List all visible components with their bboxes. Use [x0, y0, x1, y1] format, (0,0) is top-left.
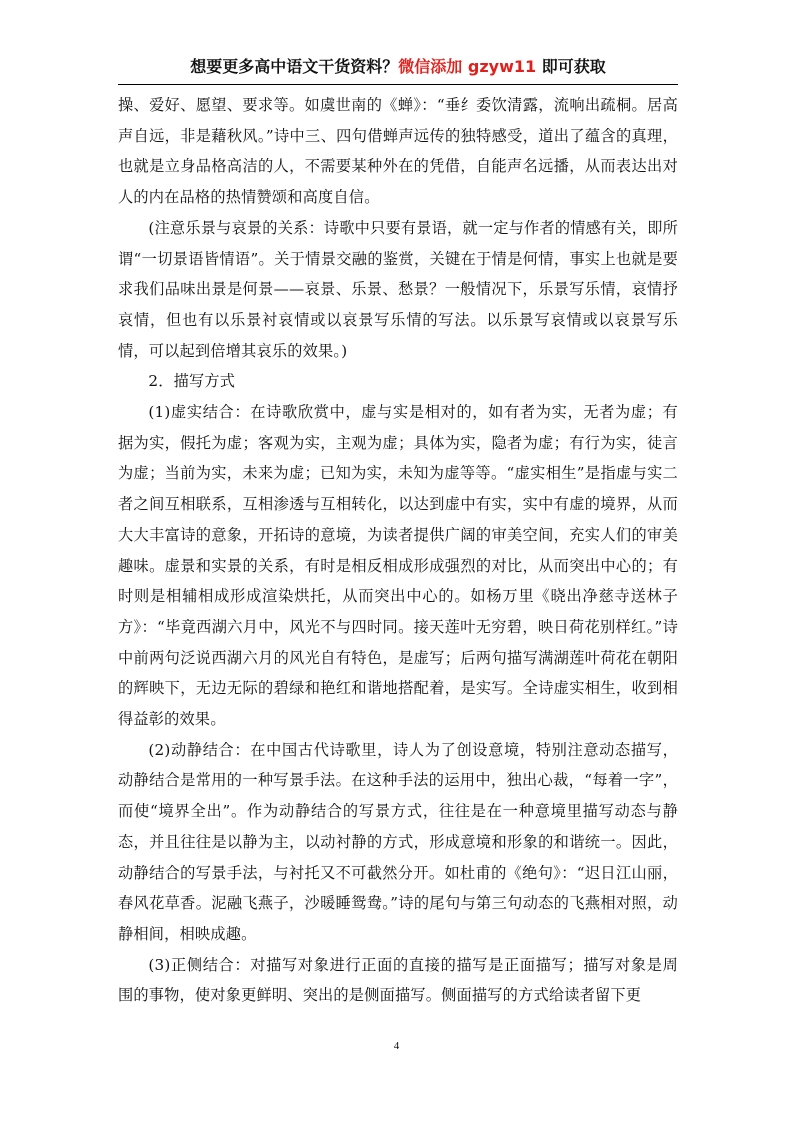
header-wechat-highlight: 微信添加 gzyw11 [398, 57, 542, 76]
header-divider [118, 84, 678, 85]
header-text: 想要更多高中语文干货资料？ [190, 57, 399, 76]
paragraph-note: (注意乐景与哀景的关系：诗歌中只要有景语，就一定与作者的情感有关，即所谓“一切景语皆情语”。关于情景交融的鉴赏，关键在于情是何情，事实上也就是要求我们品味出景是何景——哀景、乐景、愁景？一般情况下，乐景写乐情，哀情抒哀情，但也有以乐景衬哀情或以哀景写乐情的写法。以乐景写哀情或以哀景写乐情，可以起到倍增其哀乐的效果。) [118, 218, 678, 360]
section-heading: 2．描写方式 [148, 372, 236, 391]
header-text-end: 即可获取 [541, 57, 606, 76]
paragraph-continued: 操、爱好、愿望、要求等。如虞世南的《蝉》：“垂纟委饮清露，流响出疏桐。居高声自远，非是藉秋风。”诗中三、四句借蝉声远传的独特感受，道出了蕴含的真理，也就是立身品格高洁的人，不需要某种外在的凭借，自能声名远播，从而表达出对人的内在品格的热情赞颂和高度自信。 [118, 96, 678, 207]
document-body [118, 90, 678, 1011]
paragraph-motion-stillness: (2)动静结合：在中国古代诗歌里，诗人为了创设意境，特别注意动态描写，动静结合是常用的一种写景手法。在这种手法的运用中，独出心裁，“每着一字”，而使“境界全出”。作为动静结合的写景方式，往往是在一种意境里描写动态与静态，并且往往是以静为主，以动衬静的方式，形成意境和形象的和谐统一。因此，动静结合的写景手法，与衬托又不可截然分开。如杜甫的《绝句》：“迟日江山丽，春风花草香。泥融飞燕子，沙暖睡鸳鸯。”诗的尾句与第三句动态的飞燕相对照，动静相间，相映成趣。 [118, 740, 678, 943]
paragraph-virtual-real: (1)虚实结合：在诗歌欣赏中，虚与实是相对的，如有者为实，无者为虚；有据为实，假托为虚；客观为实，主观为虚；具体为实，隐者为虚；有行为实，徒言为虚；当前为实，未来为虚；已知为实，未知为虚等等。“虚实相生”是指虚与实二者之间互相联系，互相渗透与互相转化，以达到虚中有实，实中有虚的境界，从而大大丰富诗的意象，开拓诗的意境，为读者提供广阔的审美空间，充实人们的审美趣味。虚景和实景的关系，有时是相反相成形成强烈的对比，从而突出中心的；有时则是相辅相成形成渲染烘托，从而突出中心的。如杨万里《晓出净慈寺送林子方》：“毕竟西湖六月中，风光不与四时同。接天莲叶无穷碧，映日荷花别样红。”诗中前两句泛说西湖六月的风光自有特色，是虚写；后两句描写满湖莲叶荷花在朝阳的辉映下，无边无际的碧绿和艳红和谐地搭配着，是实写。全诗虚实相生，收到相得益彰的效果。 [118, 403, 678, 729]
page-header [118, 56, 678, 78]
page-number: 4 [393, 1040, 400, 1052]
paragraph-direct-indirect: (3)正侧结合：对描写对象进行正面的直接的描写是正面描写；描写对象是周围的事物，使对象更鲜明、突出的是侧面描写。侧面描写的方式给读者留下更 [118, 955, 678, 1005]
